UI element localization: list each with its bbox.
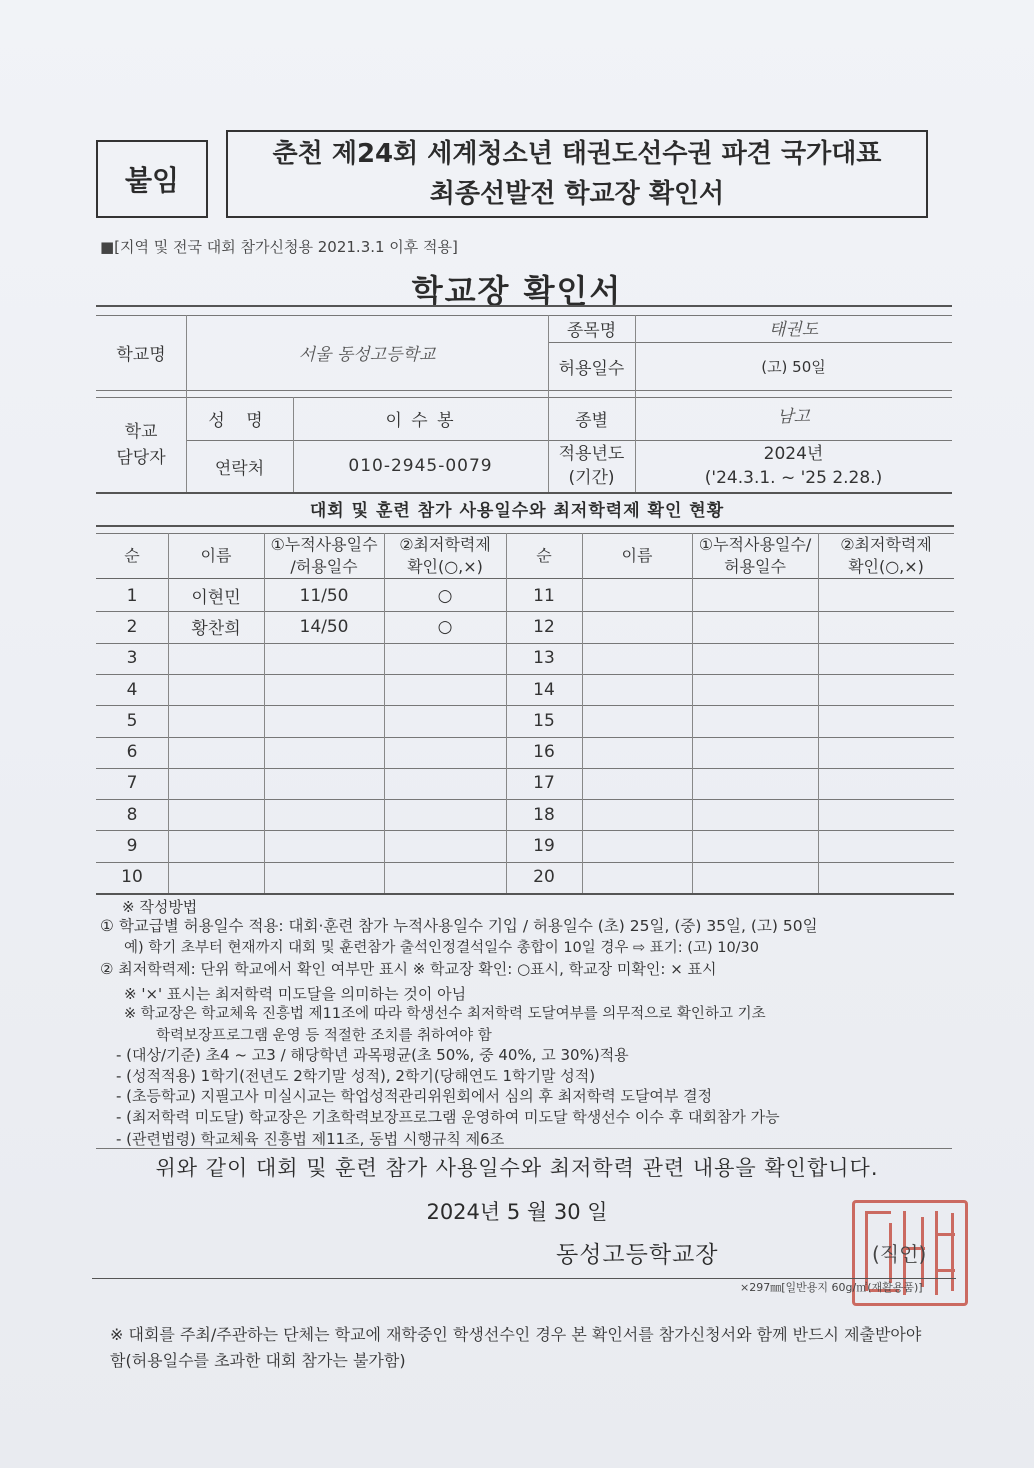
academic-check [384,705,506,736]
academic-check [384,862,506,893]
row-number: 2 [126,616,138,637]
cumulative-days [264,862,384,893]
paper-spec: ×297㎜[일반용지 60g/㎡(재활용품)] [740,1281,923,1294]
school-name-value: 서울 동성고등학교 [298,345,436,365]
allowed-days-value: (고) 50일 [761,357,826,376]
row-number: 4 [126,679,138,700]
period-value-year: 2024년 [763,444,824,464]
cumulative-days [264,643,384,674]
row-number: 14 [533,679,555,700]
cumulative-days: 11/50 [299,585,349,606]
header-no-2: 순 [536,545,552,565]
row-number: 12 [533,616,555,637]
page-title: 학교장 확인서 [411,272,623,310]
detail-4: - (최저학력 미도달) 학교장은 기초학력보장프로그램 운영하여 미도달 학생선수 이수 후 대회참가 가능 [116,1108,780,1126]
cumulative-days [264,705,384,736]
academic-check [384,737,506,768]
header-days-2: ①누적사용일수/ 허용일수 [698,534,812,576]
row-number: 7 [126,773,138,794]
student-name [168,830,264,861]
row-number: 15 [533,710,555,731]
notes-heading: ※ 작성방법 [122,898,198,916]
principal-name: 동성고등학교장 [556,1242,719,1268]
student-name: 황찬희 [191,619,241,640]
sport-label: 종목명 [566,321,617,341]
issue-date: 2024년 5 월 30 일 [426,1200,608,1224]
header-no: 순 [124,545,140,565]
school-name-label: 학교명 [116,345,166,365]
student-name [168,768,264,799]
note-2-b1: ※ 학교장은 학교체육 진흥법 제11조에 따라 학생선수 최저학력 도달여부를 의무적으로 확인하고 기초 [124,1006,766,1022]
contact-value: 010-2945-0079 [348,456,493,476]
header-name: 이름 [200,545,232,565]
row-number: 8 [126,804,138,825]
cumulative-days [264,768,384,799]
manager-name-label: 성 명 [208,411,271,431]
academic-check [384,674,506,705]
confirmation-statement: 위와 같이 대회 및 훈련 참가 사용일수와 최저학력 관련 내용을 확인합니다. [155,1156,879,1180]
period-value-range: ('24.3.1. ~ '25 2.28.) [704,468,883,488]
header-days: ①누적사용일수 /허용일수 [270,534,378,576]
student-name [168,799,264,830]
status-title: 대회 및 훈련 참가 사용일수와 최저학력제 확인 현황 [309,501,725,521]
student-name [168,643,264,674]
cumulative-days [264,737,384,768]
row-number: 1 [126,585,138,606]
period-label-line1: 적용년도 [558,444,625,464]
detail-1: - (대상/기준) 초4 ~ 고3 / 해당학년 과목평균(초 50%, 중 40%, 고 30%)적용 [116,1046,629,1064]
row-number: 16 [533,742,555,763]
note-2: ② 최저학력제: 단위 학교에서 확인 여부만 표시 ※ 학교장 확인: ○표시, 학교장 미확인: × 표시 [100,960,717,978]
detail-5: - (관련법령) 학교체육 진흥법 제11조, 동법 시행규칙 제6조 [116,1130,505,1148]
table-row-line [96,893,954,895]
gender-label: 종별 [575,411,608,431]
academic-check [384,643,506,674]
row-number: 19 [533,836,555,857]
row-number: 5 [126,710,138,731]
row-number: 17 [533,773,555,794]
student-name [168,737,264,768]
table-header-bottom [96,578,954,579]
student-name [168,705,264,736]
cumulative-days [264,799,384,830]
table-top-border [96,525,954,527]
period-value [635,440,952,492]
row-number: 11 [533,585,555,606]
seal-label: (직인) [872,1242,927,1266]
student-name [168,674,264,705]
note-1-example: 예) 학기 초부터 현재까지 대회 및 훈련참가 출석인정결석일수 총합이 10일 경우 ⇨ 표기: (고) 10/30 [124,940,760,956]
detail-3: - (초등학교) 지필고사 미실시교는 학업성적관리위원회에서 심의 후 최저학력 도달여부 결정 [116,1087,713,1105]
period-label [548,440,635,492]
header-check: ②최저학력제 확인(○,×) [399,534,491,576]
table-col-line [582,533,583,893]
footnote: ※ 대회를 주최/주관하는 단체는 학교에 재학중인 학생선수인 경우 본 확인서를 참가신청서와 함께 반드시 제출받아야 함(허용일수를 초과한 대회 참가는 불가함) [110,1325,922,1370]
cumulative-days [264,830,384,861]
manager-name-value: 이 수 봉 [385,411,456,431]
contact-label: 연락처 [214,458,265,479]
student-name: 이현민 [191,588,241,609]
note-2-a: ※ '×' 표시는 최저학력 미도달을 의미하는 것이 아님 [124,985,467,1003]
cumulative-days [264,674,384,705]
attachment-tag: 붙임 [96,140,208,218]
note-1: ① 학교급별 허용일수 적용: 대회·훈련 참가 누적사용일수 기입 / 허용일수 (초) 25일, (중) 35일, (고) 50일 [100,917,818,935]
row-number: 20 [533,867,555,888]
row-number: 9 [126,836,138,857]
header-check-2: ②최저학력제 확인(○,×) [840,534,932,576]
manager-label: 학교 담당자 [116,421,166,468]
document-header-title [226,130,928,218]
header-title-line1: 춘천 제24회 세계청소년 태권도선수권 파견 국가대표 [272,139,882,169]
row-number: 18 [533,804,555,825]
gender-value: 남고 [777,406,810,427]
row-number: 10 [121,867,143,888]
table-col-line [818,533,819,893]
header-title-line2: 최종선발전 학교장 확인서 [429,179,725,209]
academic-check [384,799,506,830]
detail-2: - (성적적용) 1학기(전년도 2학기말 성적), 2학기(당해연도 1학기말 성적) [116,1067,596,1085]
academic-check [384,830,506,861]
academic-check [384,768,506,799]
academic-check: ○ [437,616,453,637]
row-number: 6 [126,742,138,763]
student-name [168,862,264,893]
applies-note: ■[지역 및 전국 대회 참가신청용 2021.3.1 이후 적용] [100,238,458,256]
note-2-b2: 학력보장프로그램 운영 등 적절한 조치를 취하여야 함 [156,1028,492,1044]
table-col-line [692,533,693,893]
period-label-line2: (기간) [568,468,615,488]
allowed-days-label: 허용일수 [558,358,625,379]
header-name-2: 이름 [621,545,653,565]
cumulative-days: 14/50 [299,616,349,637]
row-number: 3 [126,648,138,669]
sport-value: 태권도 [768,319,819,340]
academic-check: ○ [437,585,453,606]
row-number: 13 [533,648,555,669]
